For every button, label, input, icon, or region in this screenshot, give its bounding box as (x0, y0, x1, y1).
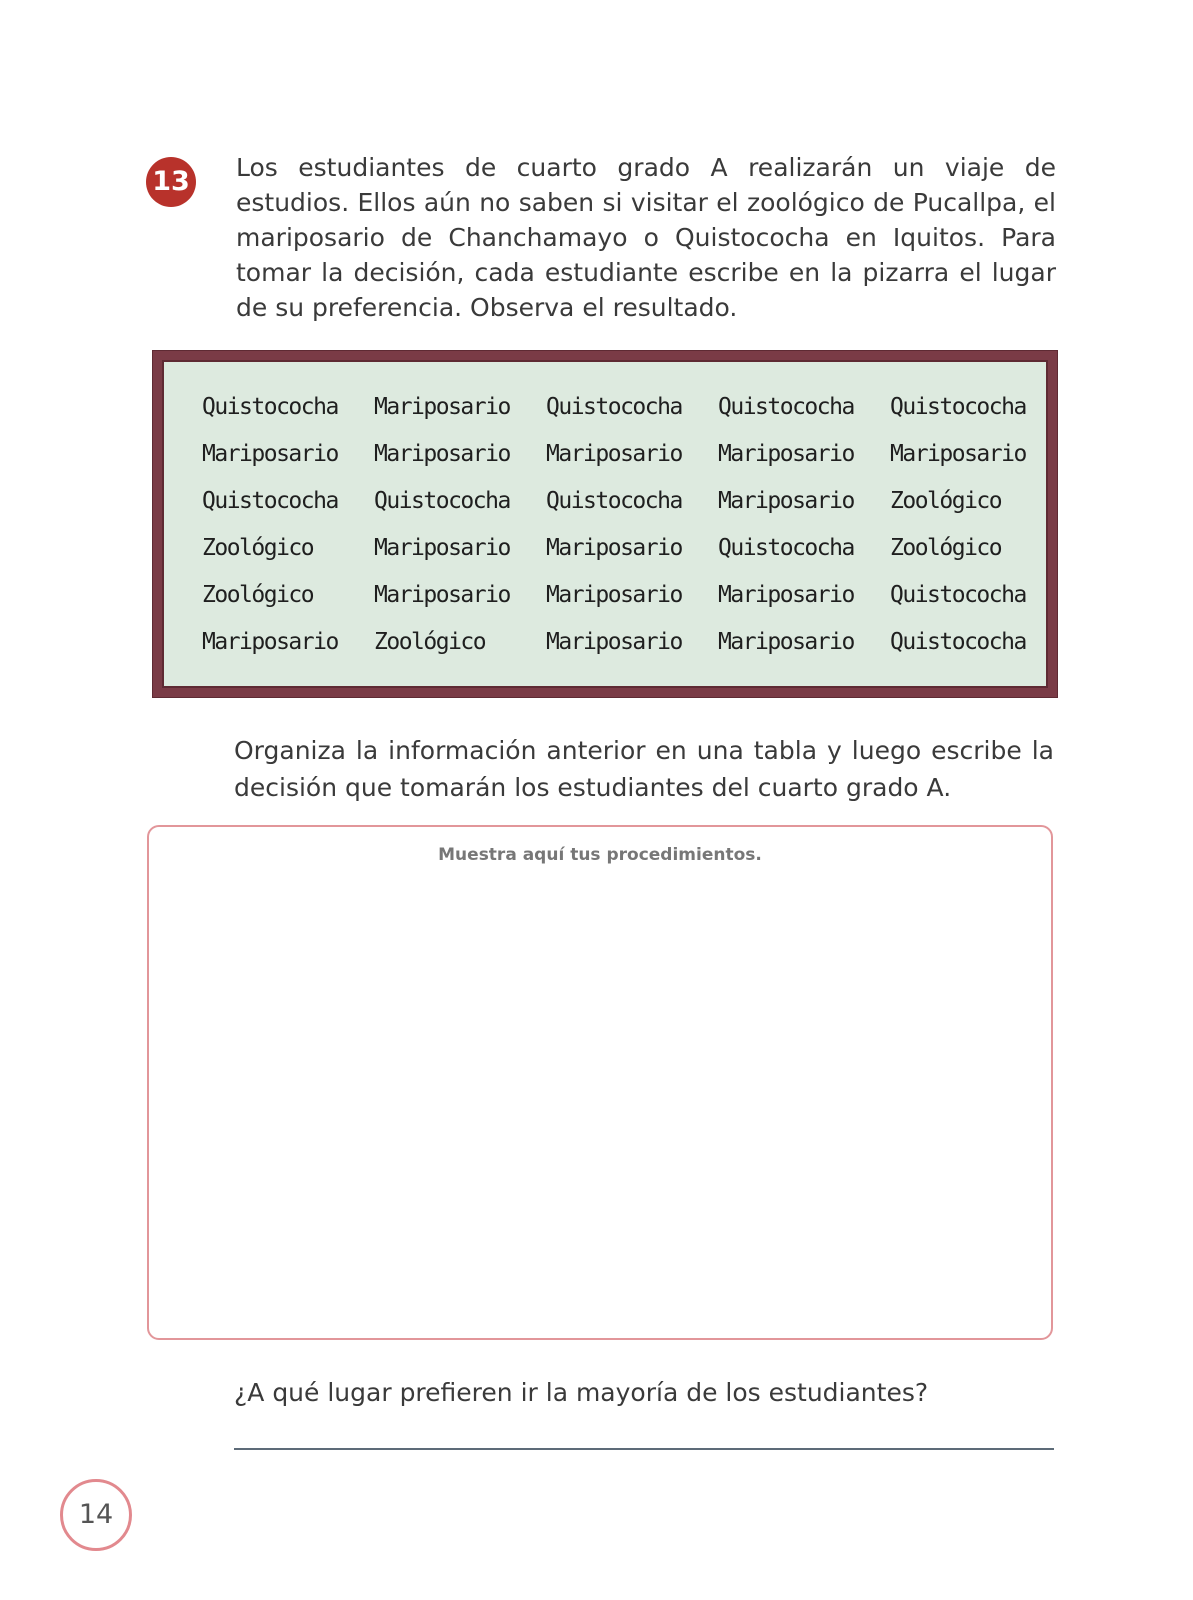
board-cell: Zoológico (374, 629, 486, 655)
board-cell: Quistococha (890, 582, 1026, 608)
question-number-badge: 13 (146, 157, 196, 207)
chalkboard (153, 351, 1057, 697)
question-intro-text: Los estudiantes de cuarto grado A realizarán un viaje de estudios. Ellos aún no saben si visitar el zoológico de Pucallpa, el mariposario de Chanchamayo o Quistococha en Iquitos. Para tomar la decisión, cada estudiante escribe en la pizarra el lugar de su preferencia. Observa el resultado. (236, 153, 1056, 322)
board-cell: Quistococha (718, 394, 854, 420)
board-cell: Quistococha (546, 394, 682, 420)
board-cell: Zoológico (890, 535, 1002, 561)
board-cell: Quistococha (546, 488, 682, 514)
board-cell: Zoológico (202, 535, 314, 561)
board-cell: Zoológico (890, 488, 1002, 514)
page-number: 14 (60, 1479, 132, 1551)
board-cell: Mariposario (718, 488, 854, 514)
board-cell: Mariposario (202, 629, 338, 655)
board-cell: Mariposario (374, 394, 510, 420)
board-cell: Quistococha (718, 535, 854, 561)
board-cell: Quistococha (202, 394, 338, 420)
board-cell: Mariposario (718, 441, 854, 467)
board-cell: Mariposario (546, 582, 682, 608)
board-cell: Mariposario (718, 582, 854, 608)
instruction-text: Organiza la información anterior en una tabla y luego escribe la decisión que tomarán los estudiantes del cuarto grado A. (234, 736, 1054, 802)
board-cell: Mariposario (202, 441, 338, 467)
board-cell: Zoológico (202, 582, 314, 608)
board-cell: Mariposario (546, 535, 682, 561)
answer-line[interactable] (234, 1448, 1054, 1450)
board-cell: Quistococha (202, 488, 338, 514)
board-cell: Quistococha (374, 488, 510, 514)
work-area[interactable] (147, 825, 1053, 1340)
chalkboard-grid (202, 384, 1062, 666)
final-question-text: ¿A qué lugar prefieren ir la mayoría de los estudiantes? (234, 1378, 929, 1407)
board-cell: Quistococha (890, 394, 1026, 420)
board-cell: Mariposario (374, 441, 510, 467)
board-cell: Mariposario (718, 629, 854, 655)
board-cell: Mariposario (546, 629, 682, 655)
board-cell: Mariposario (374, 535, 510, 561)
board-cell: Mariposario (374, 582, 510, 608)
board-cell: Quistococha (890, 629, 1026, 655)
work-area-label: Muestra aquí tus procedimientos. (438, 845, 762, 865)
board-cell: Mariposario (890, 441, 1026, 467)
board-cell: Mariposario (546, 441, 682, 467)
